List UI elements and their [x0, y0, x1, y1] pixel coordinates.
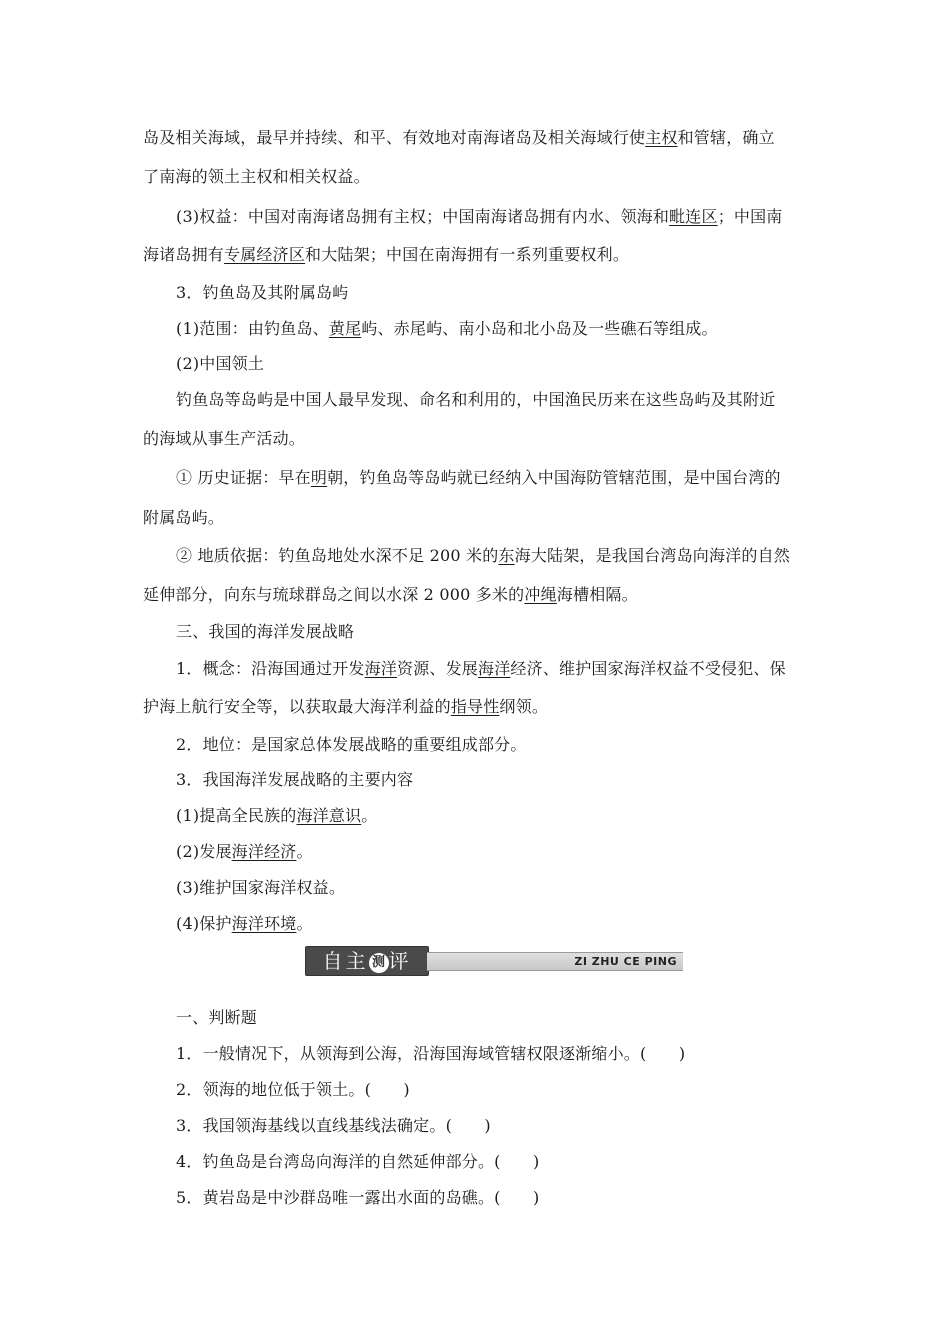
range-line [176, 318, 813, 340]
text: 和大陆架；中国在南海拥有一系列重要权利。 [305, 245, 630, 264]
text: ② 地质依据：钓鱼岛地处水深不足 200 米的 [176, 546, 499, 565]
answer-blank: 海洋 [364, 659, 397, 678]
text: 屿、赤尾屿、南小岛和北小岛及一些礁石等组成。 [361, 319, 718, 338]
answer-blank: 主权 [645, 128, 678, 147]
content-heading: 3．我国海洋发展战略的主要内容 [176, 770, 414, 789]
text: 和管辖，确立 [677, 128, 775, 147]
concept-line1 [176, 658, 813, 680]
text: 纲领。 [499, 697, 549, 716]
geology-line2 [143, 584, 813, 606]
answer-blank: 黄尾 [328, 319, 362, 338]
quiz-question-1: 1．一般情况下，从领海到公海，沿海国海域管辖权限逐渐缩小。( ) [176, 1044, 686, 1063]
text: 经济、维护国家海洋权益不受侵犯、保 [510, 659, 786, 678]
content-item-4 [176, 913, 813, 935]
quiz-question-2: 2．领海的地位低于领土。( ) [176, 1080, 410, 1099]
para1-line2: 了南海的领土主权和相关权益。 [143, 167, 370, 186]
text: 延伸部分，向东与琉球群岛之间以水深 2 000 多米的 [143, 585, 525, 604]
answer-blank: 冲绳 [524, 585, 557, 604]
answer-blank: 海洋经济 [231, 842, 297, 861]
geology-line1 [176, 545, 813, 567]
content-item-2 [176, 841, 813, 863]
section-three-heading: 三、我国的海洋发展战略 [176, 622, 355, 641]
text: ① 历史证据：早在 [176, 468, 311, 487]
text: 。 [296, 914, 313, 933]
answer-blank: 明 [310, 468, 328, 487]
status-line: 2．地位：是国家总体发展战略的重要组成部分。 [176, 735, 527, 754]
quiz-title: 一、判断题 [176, 1008, 258, 1027]
banner-text: 评 [388, 949, 412, 973]
text: (1)提高全民族的 [176, 806, 297, 825]
para2-line2 [143, 244, 813, 266]
self-assessment-banner [305, 946, 683, 976]
answer-blank: 指导性 [450, 697, 500, 716]
quiz-question-5: 5．黄岩岛是中沙群岛唯一露出水面的岛礁。( ) [176, 1188, 540, 1207]
text: (2)发展 [176, 842, 232, 861]
concept-line2 [143, 696, 813, 718]
history-line1 [176, 467, 813, 489]
text: 海大陆架，是我国台湾岛向海洋的自然 [514, 546, 791, 565]
text: 岛及相关海域，最早并持续、和平、有效地对南海诸岛及相关海域行使 [143, 128, 646, 147]
text: 。 [361, 806, 378, 825]
section-3-heading: 3．钓鱼岛及其附属岛屿 [176, 283, 349, 302]
history-line2: 附属岛屿。 [143, 508, 225, 527]
answer-blank: 专属经济区 [224, 245, 306, 264]
banner-mark-icon: 测 [369, 953, 389, 973]
banner-english: ZI ZHU CE PING [574, 955, 677, 968]
text: (1)范围：由钓鱼岛、 [176, 319, 329, 338]
answer-blank: 毗连区 [669, 207, 718, 226]
text: 护海上航行安全等，以获取最大海洋利益的 [143, 697, 451, 716]
text: 海槽相隔。 [556, 585, 638, 604]
text: 。 [296, 842, 313, 861]
text: (4)保护 [176, 914, 232, 933]
text: ；中国南 [717, 207, 783, 226]
text: 海诸岛拥有 [143, 245, 225, 264]
content-item-1 [176, 805, 813, 827]
text: 1．概念：沿海国通过开发 [176, 659, 365, 678]
banner-bar [427, 952, 683, 971]
quiz-question-3: 3．我国领海基线以直线基线法确定。( ) [176, 1116, 491, 1135]
para2-line1 [176, 206, 813, 228]
text: 朝，钓鱼岛等岛屿就已经纳入中国海防管辖范围，是中国台湾的 [327, 468, 781, 487]
text: (3)权益：中国对南海诸岛拥有主权；中国南海诸岛拥有内水、领海和 [176, 207, 670, 226]
china-territory-heading: (2)中国领土 [176, 354, 265, 373]
banner-title [305, 946, 429, 976]
para1-line1 [143, 127, 813, 149]
quiz-question-4: 4．钓鱼岛是台湾岛向海洋的自然延伸部分。( ) [176, 1152, 540, 1171]
answer-blank: 海洋环境 [231, 914, 297, 933]
banner-text: 自主 [322, 949, 369, 973]
answer-blank: 海洋意识 [296, 806, 362, 825]
answer-blank: 东 [498, 546, 515, 565]
text: 资源、发展 [397, 659, 479, 678]
content-item-3: (3)维护国家海洋权益。 [176, 878, 346, 897]
territory-para-line1: 钓鱼岛等岛屿是中国人最早发现、命名和利用的，中国渔民历来在这些岛屿及其附近 [176, 390, 776, 409]
answer-blank: 海洋 [478, 659, 511, 678]
territory-para-line2: 的海域从事生产活动。 [143, 429, 306, 448]
